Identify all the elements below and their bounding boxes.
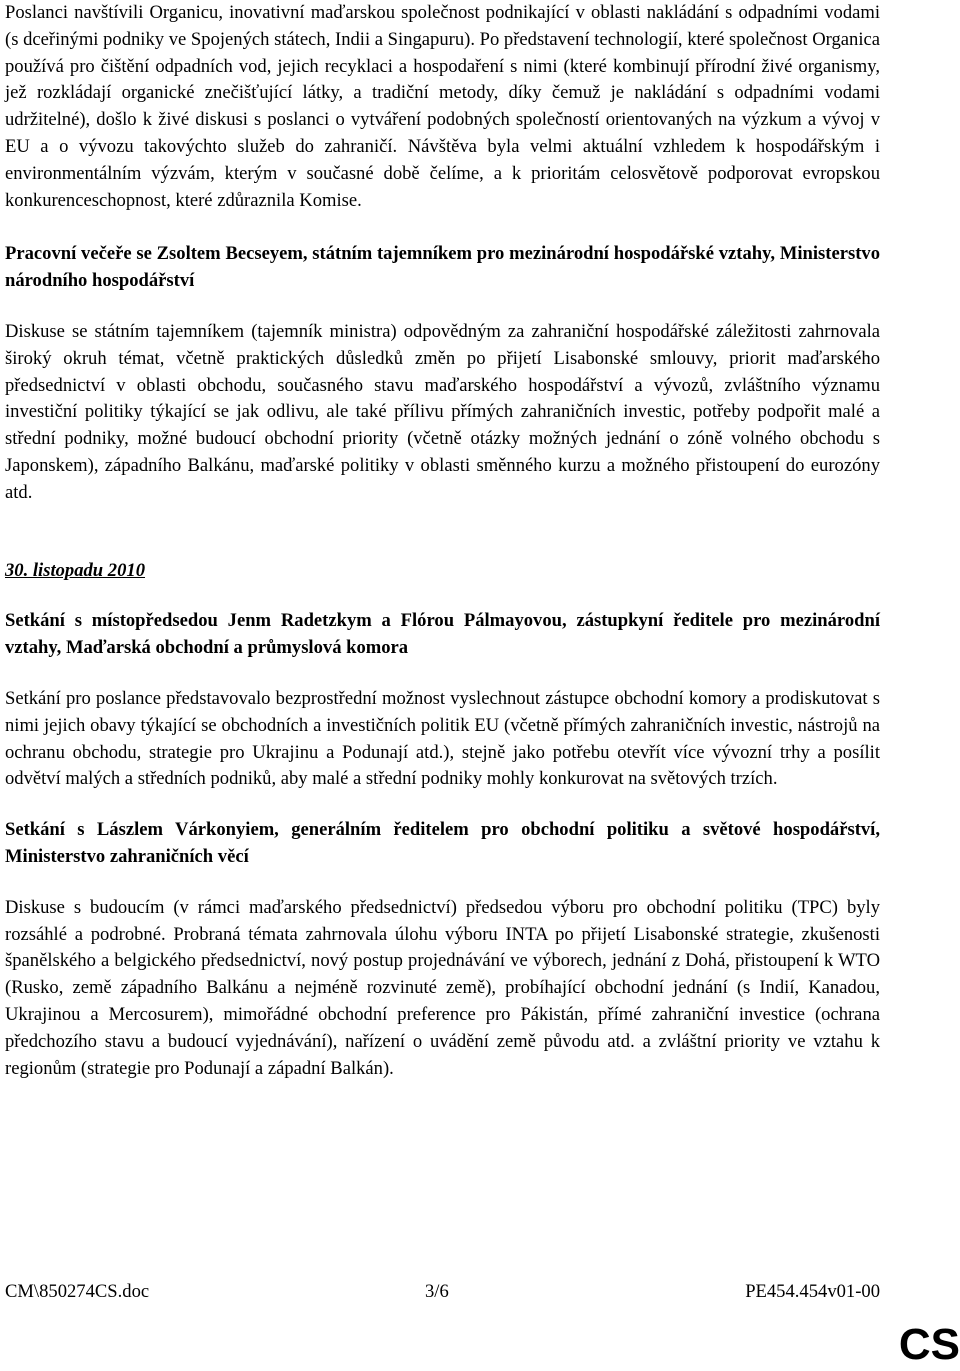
spacer [5,214,880,241]
spacer [5,793,880,817]
language-mark: CS [898,1320,960,1369]
section-heading-radetzky: Setkání s místopředsedou Jenm Radetzkym a Flórou Pálmayovou, zástupkyní ředitele pro mezinárodní vztahy, Maďarská obchodní a průmyslová komora [5,610,880,659]
spacer [5,295,880,319]
section-body-becsey: Diskuse se státním tajemníkem (tajemník ministra) odpovědným za zahraniční hospodářské záležitosti zahrnovala široký okruh témat, včetně praktických důsledků změn po přijetí Lisabonské smlouvy, priorit maďarského předsednictví v oblasti obchodu, současného stavu maďarského hospodářství a vývozů, zvláštního významu investiční politiky týkající se jak odlivu, ale také přílivu přímých zahraničních investic, potřeby podpořit malé a střední podniky, možné budoucí obchodní priority (včetně otázky možných jednání o zóně volného obchodu s Japonskem), západního Balkánu, maďarské politiky v oblasti směnného kurzu a možného přistoupení do eurozóny atd. [5,320,880,503]
date-heading: 30. listopadu 2010 [5,559,145,581]
spacer [5,534,880,558]
document-page [5,0,880,1082]
spacer [5,871,880,895]
spacer [5,584,880,608]
intro-paragraph: Poslanci navštívili Organicu, inovativní maďarskou společnost podnikající v oblasti nakládání s odpadními vodami (s dceřinými podniky ve Spojených státech, Indii a Singapuru). Po představení technologií, které společnost Organica používá pro čištění odpadních vod, jejich recyklaci a hospodaření s nimi (které kombinují přírodní živé organismy, jež rozkládají organické znečišťující látky, a tradiční metody, díky čemuž je nakládání s odpadními vodami udržitelné), došlo k živé diskusi s poslanci o vytváření podobných společností orientovaných na výzkum a vývoj v EU a o vývozu takovýchto služeb do zahraničí. Návštěva byla velmi aktuální vzhledem k hospodářským i environmentálním výzvám, kterým v současné době čelíme, a k prioritám celosvětově podporovat evropskou konkurenceschopnost, které zdůraznila Komise. [5,2,880,211]
section-heading-varkonyi: Setkání s Lászlem Várkonyiem, generálním ředitelem pro obchodní politiku a světové hospodářství, Ministerstvo zahraničních věcí [5,819,880,867]
section-heading-becsey: Pracovní večeře se Zsoltem Becseyem, státním tajemníkem pro mezinárodní hospodářské vztahy, Ministerstvo národního hospodářství [5,243,880,292]
footer-page-number: 3/6 [425,1281,449,1302]
spacer [5,507,880,534]
footer-doc-ref: CM\850274CS.doc [5,1281,150,1302]
footer-pe-ref: PE454.454v01-00 [745,1281,880,1302]
spacer [5,662,880,686]
section-body-radetzky: Setkání pro poslance představovalo bezprostřední možnost vyslechnout zástupce obchodní komory a prodiskutovat s nimi jejich obavy týkající se obchodních a investičních politik EU (včetně přímých zahraničních investic, nástrojů na ochranu obchodu, strategie pro Ukrajinu a Podunají atd.), stejně jako potřebu otevřít více vývozní trhy a posílit odvětví malých a středních podniků, aby malé a střední podniky mohly konkurovat na světových trzích. [5,687,880,790]
section-body-varkonyi: Diskuse s budoucím (v rámci maďarského předsednictví) předsedou výboru pro obchodní politiku (TPC) byly rozsáhlé a podrobné. Probraná témata zahrnovala úlohu výboru INTA po přijetí Lisabonské strategie, zkušenosti španělského a belgického předsednictví, nový postup projednávání ve výborech, jednání z Dohá, přistoupení k WTO (Rusko, země západního Balkánu a nejméně rozvinuté země), probíhající obchodní jednání (s Indií, Kanadou, Ukrajinou a Mercosurem), mimořádné obchodní preference pro Pákistán, přímé zahraniční investice (ochrana předchozího stavu a budoucí vyjednávání), nařízení o uvádění země původu atd. a zvláštní priority ve vztahu k regionům (strategie pro Podunají a západní Balkán). [5,896,880,1079]
